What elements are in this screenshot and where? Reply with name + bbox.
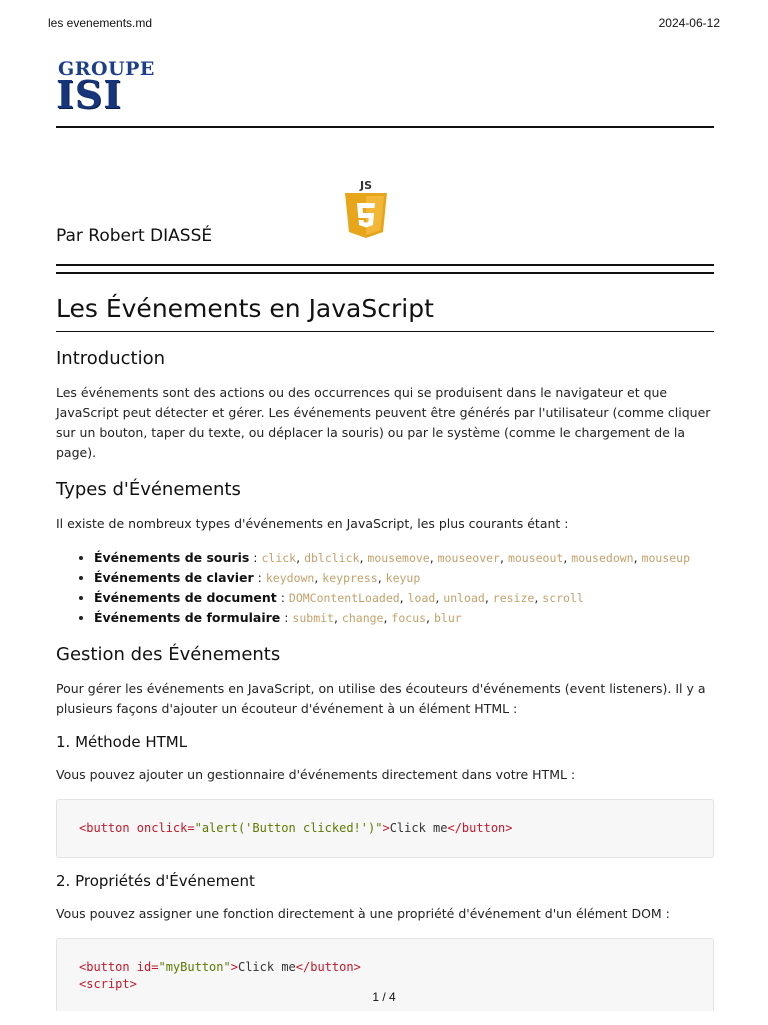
list-item: • Événements de clavier : keydown, keypress, keyup <box>94 568 714 588</box>
logo-line2: ISI <box>56 72 122 117</box>
code-block-props: <button id="myButton">Click me</button> <script> <box>56 938 714 1011</box>
intro-paragraph: Les événements sont des actions ou des occurrences qui se produisent dans le navigateur et que JavaScript peut détecter et gérer. Les événements peuvent être générés par l'utilisateur (comme cliquer sur un bouton, taper du texte, ou déplacer la souris) ou par le système (comme le chargement de la page). <box>56 385 711 460</box>
heading-method-html: 1. Méthode HTML <box>56 733 188 751</box>
groupe-isi-logo <box>56 58 156 117</box>
types-paragraph: Il existe de nombreux types d'événements en JavaScript, les plus courants étant : <box>56 516 569 531</box>
javascript-logo-icon <box>343 178 389 244</box>
heading-introduction: Introduction <box>56 348 166 369</box>
heading-types: Types d'Événements <box>56 479 241 500</box>
divider <box>56 272 714 274</box>
event-types-list <box>56 548 714 628</box>
page-number: 1 / 4 <box>372 990 396 1004</box>
title-underline <box>56 331 714 332</box>
print-date: 2024-06-12 <box>658 16 720 30</box>
list-item: • Événements de document : DOMContentLoaded, load, unload, resize, scroll <box>94 588 714 608</box>
method-props-paragraph: Vous pouvez assigner une fonction directement à une propriété d'événement d'un élément DOM : <box>56 906 670 921</box>
print-filename: les evenements.md <box>48 16 153 30</box>
gestion-paragraph: Pour gérer les événements en JavaScript, on utilise des écouteurs d'événements (event listeners). Il y a plusieurs façons d'ajouter un écouteur d'événement à un élément HTML : <box>56 681 706 716</box>
code-block-html: <button onclick="alert('Button clicked!')">Click me</button> <box>56 799 714 858</box>
list-item: • Événements de souris : click, dblclick, mousemove, mouseover, mouseout, mousedown, mouseup <box>94 548 714 568</box>
author-name: Par Robert DIASSÉ <box>56 226 213 246</box>
print-header <box>48 16 720 30</box>
js-badge-text: JS <box>359 179 373 192</box>
document-body <box>56 58 714 1025</box>
list-item: • Événements de formulaire : submit, change, focus, blur <box>94 608 714 628</box>
page-title: Les Événements en JavaScript <box>56 294 434 323</box>
logo-line1: GROUPE <box>58 58 155 80</box>
author-row <box>56 128 714 264</box>
heading-gestion: Gestion des Événements <box>56 644 281 665</box>
heading-method-props: 2. Propriétés d'Événement <box>56 872 255 890</box>
method-html-paragraph: Vous pouvez ajouter un gestionnaire d'événements directement dans votre HTML : <box>56 767 576 782</box>
